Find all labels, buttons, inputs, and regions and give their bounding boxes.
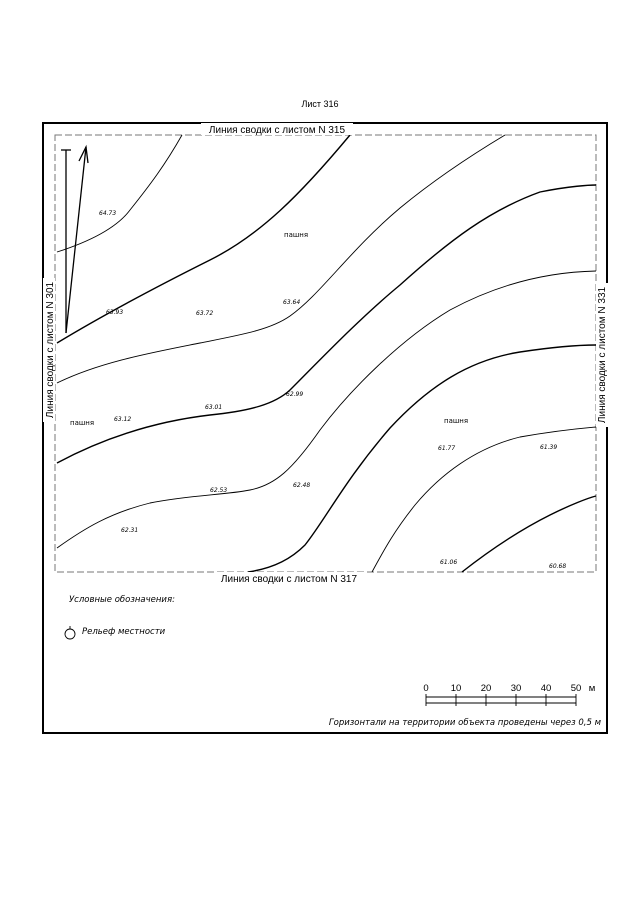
scale-tick-label: 0 [423, 683, 429, 694]
area-labels [70, 231, 468, 427]
legend-item-label: Рельеф местности [82, 627, 166, 637]
legend [65, 595, 175, 639]
contour-line [57, 135, 505, 383]
legend-title: Условные обозначения: [69, 595, 175, 605]
scale-tick-label: 30 [510, 683, 522, 694]
edge-label-top: Линия сводки с листом N 315 [208, 125, 346, 136]
scale-unit: м [588, 683, 596, 694]
spot-height: 61.06 [440, 559, 458, 566]
edge-label-left: Линия сводки с листом N 301 [45, 281, 56, 419]
edge-label-bottom: Линия сводки с листом N 317 [220, 574, 358, 585]
contour-lines [57, 135, 596, 572]
spot-height: 62.53 [210, 487, 228, 494]
scale-tick-label: 50 [570, 683, 582, 694]
spot-height: 63.93 [106, 309, 124, 316]
spot-height: 62.99 [286, 391, 304, 398]
north-arrow-icon [61, 147, 88, 333]
spot-height: 63.01 [205, 404, 223, 411]
spot-heights [99, 210, 566, 570]
contour-line [57, 271, 596, 548]
spot-height: 61.39 [540, 444, 558, 451]
contour-line [57, 135, 182, 252]
spot-height: 63.12 [114, 416, 132, 423]
scale-bar [423, 683, 595, 706]
relief-point-icon [65, 626, 75, 639]
spot-height: 63.64 [283, 299, 301, 306]
outer-frame [43, 123, 607, 733]
spot-height: 62.48 [293, 482, 311, 489]
spot-height: 63.72 [196, 310, 214, 317]
contour-interval-note: Горизонтали на территории объекта проведены через 0,5 м [328, 718, 601, 728]
spot-height: 64.73 [99, 210, 117, 217]
scale-tick-label: 40 [540, 683, 552, 694]
area-label: пашня [70, 419, 95, 427]
sheet-title: Лист 316 [301, 99, 339, 109]
scale-tick-label: 10 [450, 683, 462, 694]
contour-line [372, 427, 596, 572]
contour-line [462, 496, 596, 572]
spot-height: 60.68 [549, 563, 567, 570]
area-label: пашня [444, 417, 469, 425]
scale-tick-label: 20 [480, 683, 492, 694]
area-label: пашня [284, 231, 309, 239]
spot-height: 62.31 [121, 527, 139, 534]
spot-height: 61.77 [438, 445, 456, 452]
edge-label-right: Линия сводки с листом N 331 [597, 286, 608, 424]
